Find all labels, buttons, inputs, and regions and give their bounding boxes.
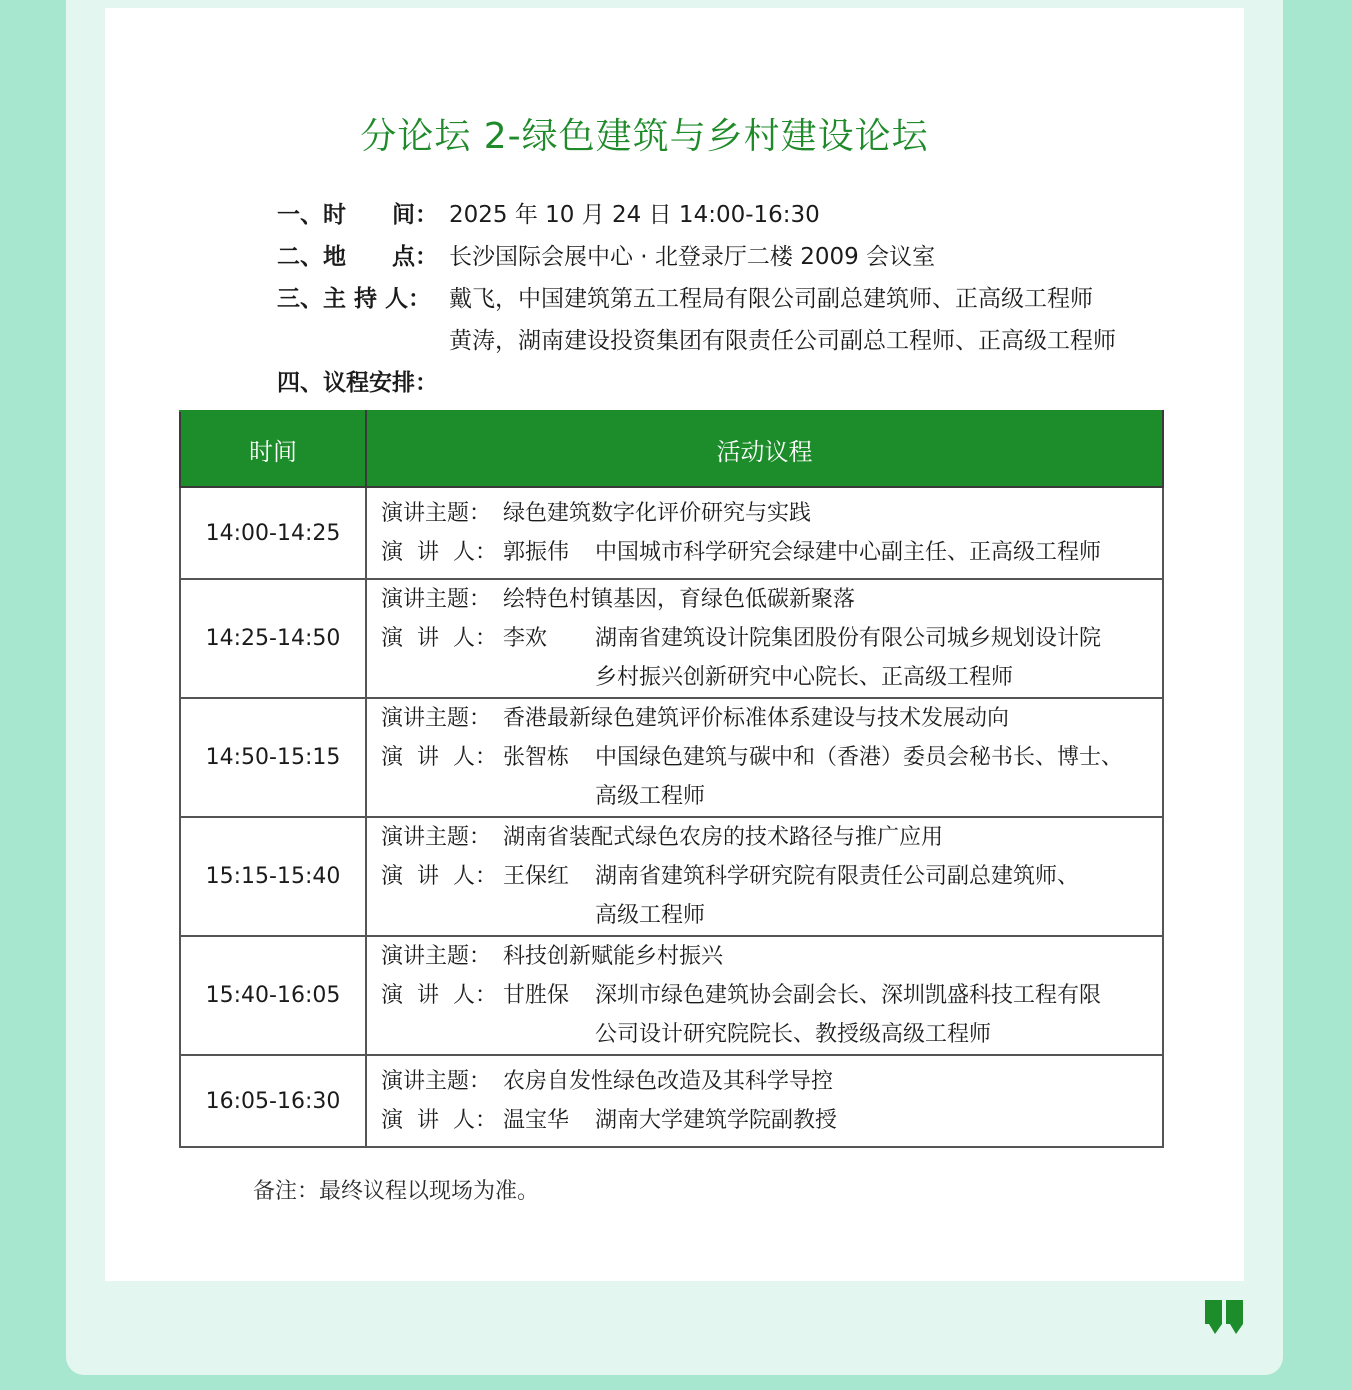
row-time: 16:05-16:30: [180, 1055, 366, 1147]
speaker-label: 演 讲 人：: [381, 745, 497, 770]
topic-line: [381, 937, 1150, 976]
topic-label: 演讲主题：: [381, 501, 492, 526]
speaker-label: 演 讲 人：: [381, 1108, 497, 1133]
speaker-affiliation-cont: 高级工程师: [595, 903, 706, 928]
speaker-affiliation: 中国城市科学研究会绿建中心副主任、正高级工程师: [595, 540, 1102, 565]
info-agenda-row: [277, 362, 1116, 404]
forum-info: [277, 194, 1116, 404]
speaker-affiliation: 深圳市绿色建筑协会副会长、深圳凯盛科技工程有限: [595, 983, 1102, 1008]
topic-label: 演讲主题：: [381, 706, 492, 731]
place-label: 二、地 点：: [277, 244, 438, 270]
footnote: 备注：最终议程以现场为准。: [253, 1179, 540, 1204]
row-desc: [366, 487, 1163, 579]
speaker-affiliation-cont: 高级工程师: [595, 784, 706, 809]
row-desc: [366, 936, 1163, 1055]
topic-label: 演讲主题：: [381, 587, 492, 612]
topic-text: 绿色建筑数字化评价研究与实践: [503, 501, 812, 526]
row-time: 14:50-15:15: [180, 698, 366, 817]
table-row: [180, 817, 1163, 936]
agenda-label: 四、议程安排：: [277, 370, 438, 396]
topic-text: 湖南省装配式绿色农房的技术路径与推广应用: [503, 825, 944, 850]
topic-label: 演讲主题：: [381, 825, 492, 850]
topic-line: [381, 818, 1150, 857]
speaker-name: 张智栋: [503, 745, 570, 770]
speaker-line: [381, 533, 1150, 572]
affiliation-continued: [381, 896, 1150, 935]
place-value: 长沙国际会展中心 · 北登录厅二楼 2009 会议室: [449, 244, 936, 270]
row-desc: [366, 698, 1163, 817]
speaker-affiliation: 湖南大学建筑学院副教授: [595, 1108, 838, 1133]
speaker-affiliation-cont: 乡村振兴创新研究中心院长、正高级工程师: [595, 665, 1014, 690]
table-row: [180, 1055, 1163, 1147]
speaker-line: [381, 976, 1150, 1015]
topic-line: [381, 699, 1150, 738]
time-value: 2025 年 10 月 24 日 14:00-16:30: [449, 202, 820, 228]
host-label: 三、主 持 人：: [277, 286, 432, 312]
topic-line: [381, 1062, 1150, 1101]
speaker-name: 甘胜保: [503, 983, 570, 1008]
speaker-name: 郭振伟: [503, 540, 570, 565]
info-time-row: [277, 194, 1116, 236]
agenda-table: [179, 410, 1164, 1148]
quote-mark-icon: [1205, 1300, 1245, 1336]
affiliation-continued: [381, 777, 1150, 816]
affiliation-continued: [381, 1015, 1150, 1054]
topic-text: 香港最新绿色建筑评价标准体系建设与技术发展动向: [503, 706, 1010, 731]
speaker-affiliation: 湖南省建筑设计院集团股份有限公司城乡规划设计院: [595, 626, 1102, 651]
speaker-label: 演 讲 人：: [381, 864, 497, 889]
table-header-row: [180, 411, 1163, 487]
row-time: 15:15-15:40: [180, 817, 366, 936]
info-place-row: [277, 236, 1116, 278]
speaker-name: 李欢: [503, 626, 548, 651]
row-time: 15:40-16:05: [180, 936, 366, 1055]
speaker-affiliation: 湖南省建筑科学研究院有限责任公司副总建筑师、: [595, 864, 1080, 889]
info-host-row-2: [277, 320, 1116, 362]
info-host-row: [277, 278, 1116, 320]
speaker-line: [381, 1101, 1150, 1140]
speaker-label: 演 讲 人：: [381, 626, 497, 651]
topic-line: [381, 494, 1150, 533]
speaker-line: [381, 857, 1150, 896]
header-time: 时间: [180, 411, 366, 487]
header-agenda: 活动议程: [366, 411, 1163, 487]
row-desc: [366, 1055, 1163, 1147]
page-title: 分论坛 2-绿色建筑与乡村建设论坛: [360, 116, 929, 157]
topic-text: 绘特色村镇基因，育绿色低碳新聚落: [503, 587, 856, 612]
speaker-label: 演 讲 人：: [381, 983, 497, 1008]
table-row: [180, 698, 1163, 817]
topic-line: [381, 580, 1150, 619]
speaker-line: [381, 619, 1150, 658]
row-time: 14:00-14:25: [180, 487, 366, 579]
row-desc: [366, 817, 1163, 936]
topic-label: 演讲主题：: [381, 1069, 492, 1094]
speaker-name: 温宝华: [503, 1108, 570, 1133]
speaker-affiliation: 中国绿色建筑与碳中和（香港）委员会秘书长、博士、: [595, 745, 1124, 770]
table-row: [180, 936, 1163, 1055]
speaker-name: 王保红: [503, 864, 570, 889]
forum-poster: [105, 8, 1244, 1281]
row-desc: [366, 579, 1163, 698]
host-value-2: 黄涛，湖南建设投资集团有限责任公司副总工程师、正高级工程师: [449, 328, 1116, 354]
time-label: 一、时 间：: [277, 202, 438, 228]
speaker-label: 演 讲 人：: [381, 540, 497, 565]
speaker-affiliation-cont: 公司设计研究院院长、教授级高级工程师: [595, 1022, 992, 1047]
table-row: [180, 579, 1163, 698]
topic-text: 农房自发性绿色改造及其科学导控: [503, 1069, 834, 1094]
table-row: [180, 487, 1163, 579]
host-value-1: 戴飞，中国建筑第五工程局有限公司副总建筑师、正高级工程师: [449, 286, 1093, 312]
speaker-line: [381, 738, 1150, 777]
topic-text: 科技创新赋能乡村振兴: [503, 944, 724, 969]
topic-label: 演讲主题：: [381, 944, 492, 969]
affiliation-continued: [381, 658, 1150, 697]
row-time: 14:25-14:50: [180, 579, 366, 698]
